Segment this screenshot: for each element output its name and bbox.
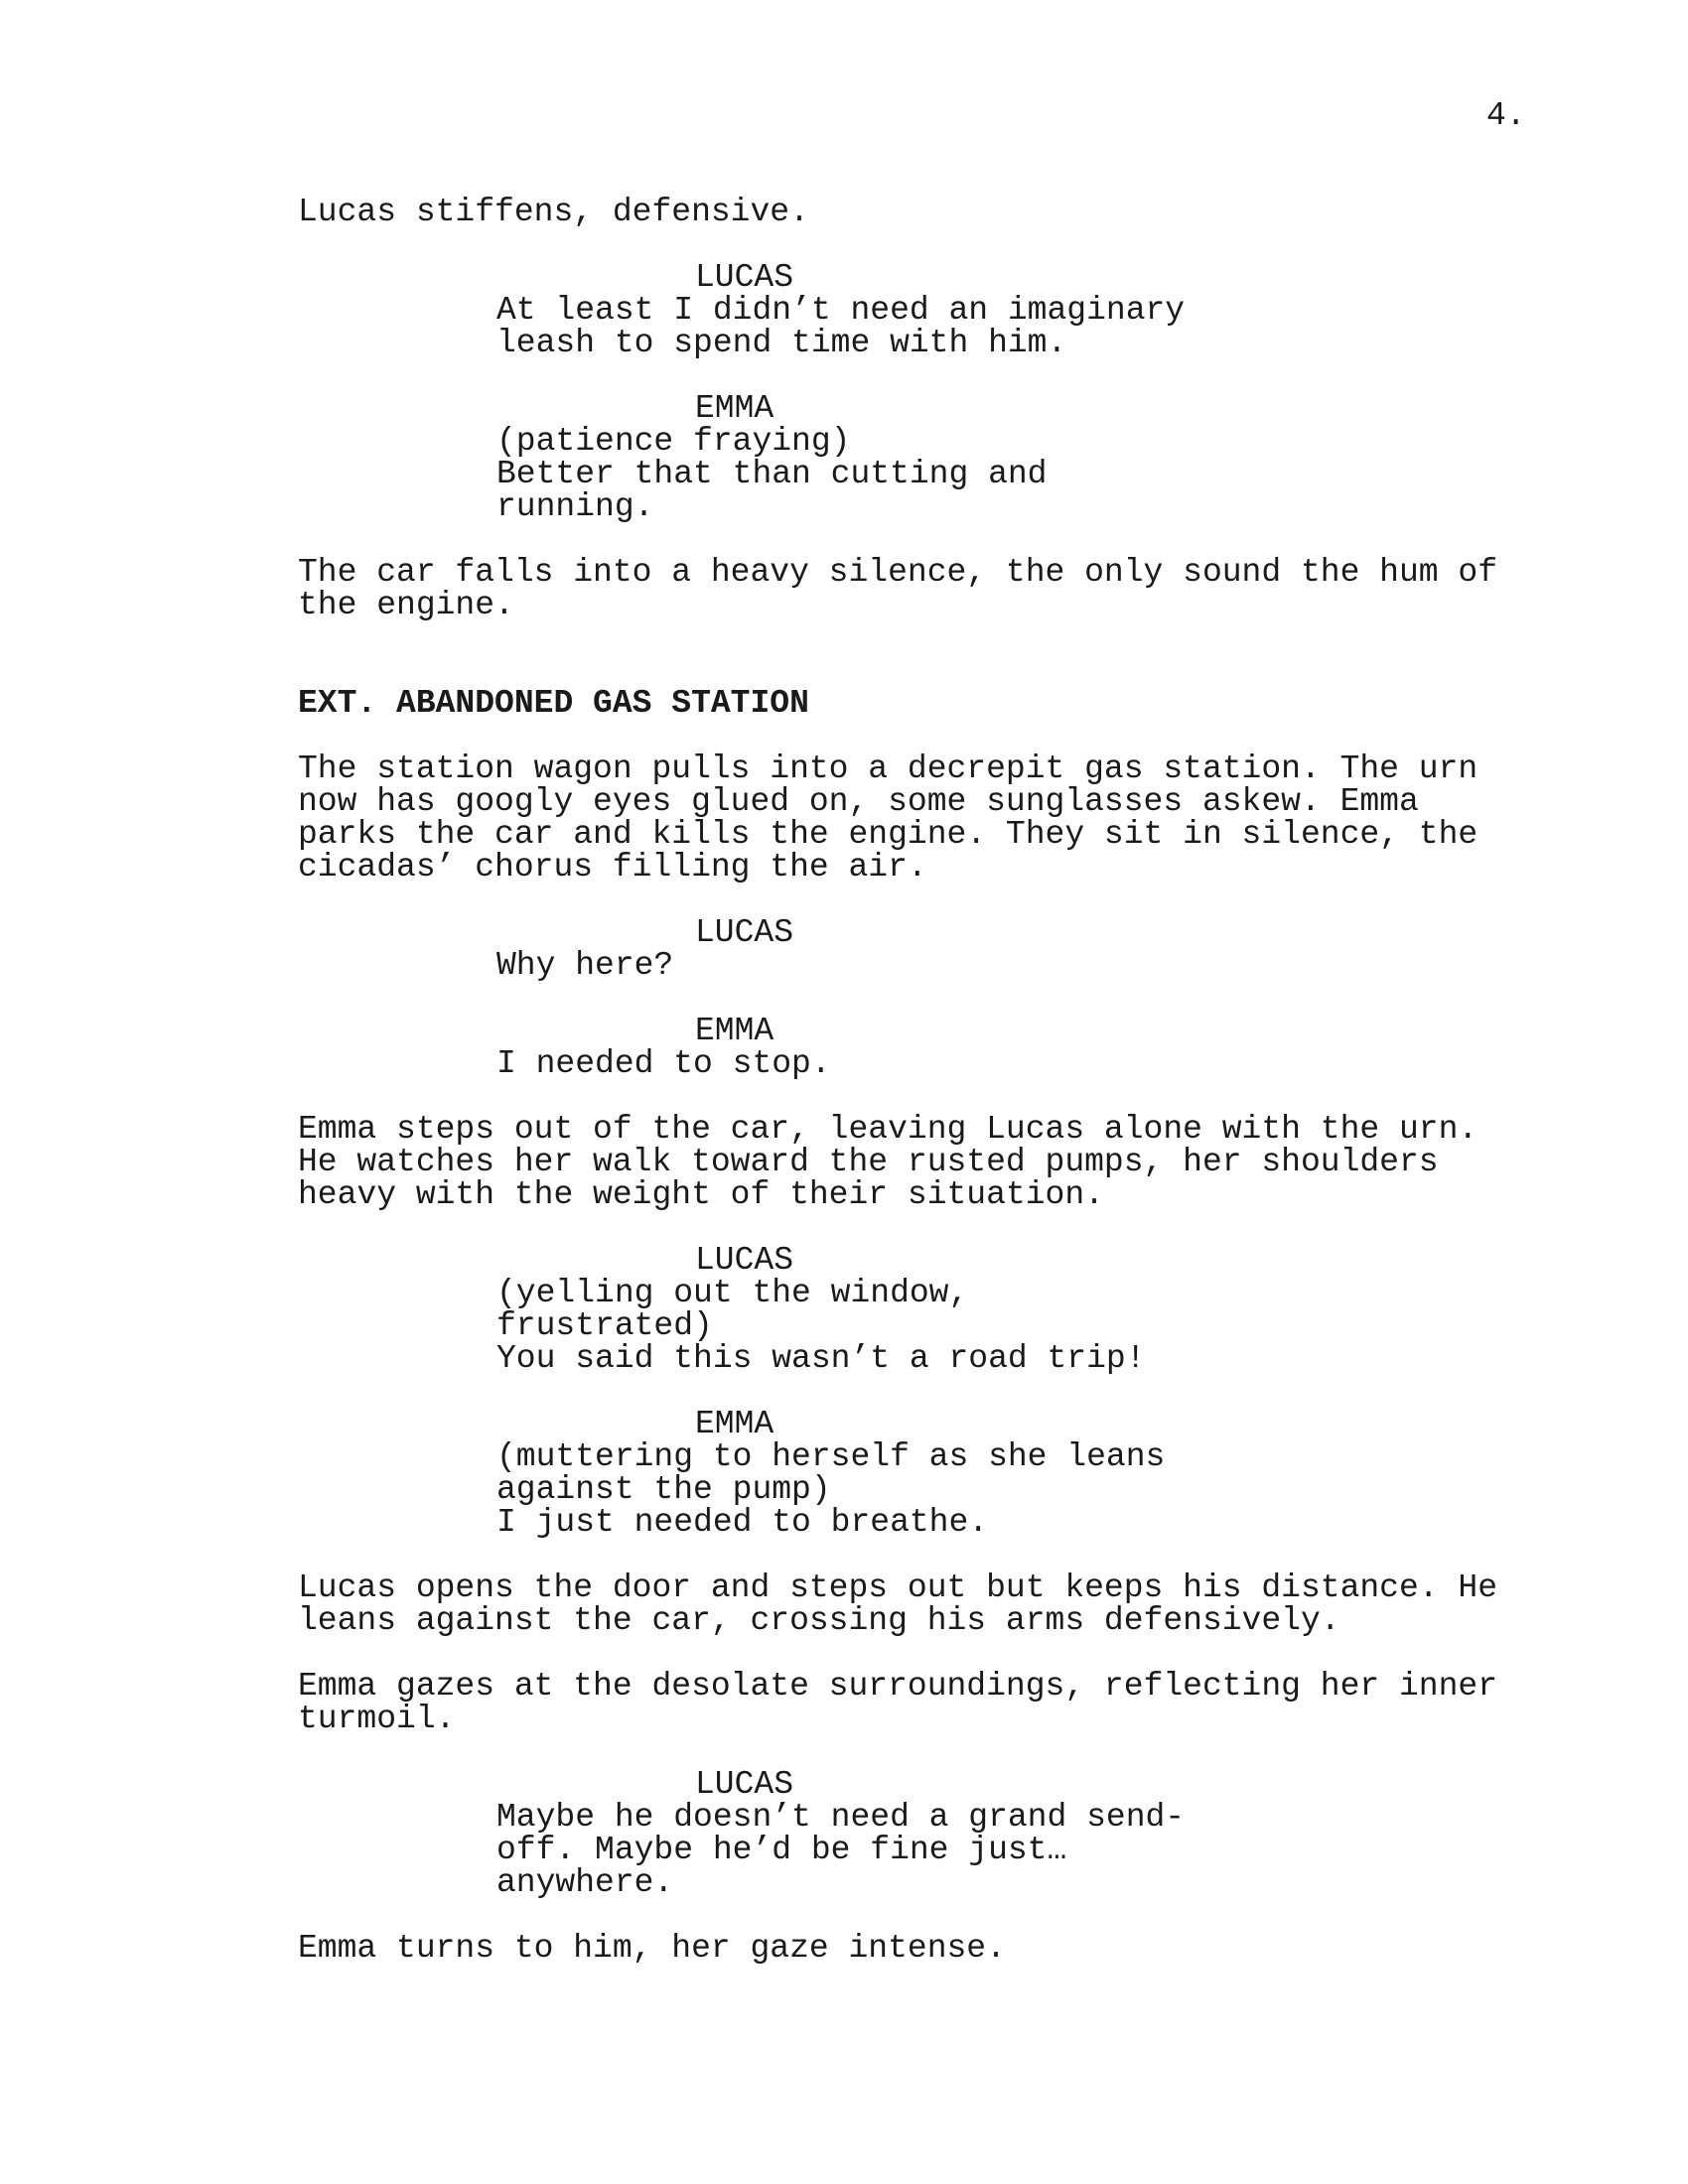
dialogue-block	[298, 1408, 1489, 1539]
character-name: LUCAS	[695, 1766, 794, 1803]
scene-heading: EXT. ABANDONED GAS STATION	[298, 685, 809, 722]
action-line: Lucas opens the door and steps out but keeps his distance. He	[298, 1570, 1497, 1606]
dialogue-block	[298, 916, 1489, 982]
dialogue-line: You said this wasn’t a road trip!	[496, 1340, 1146, 1377]
action-line: turmoil.	[298, 1701, 456, 1737]
character-name: EMMA	[695, 390, 774, 427]
action-line: He watches her walk toward the rusted pumps, her shoulders	[298, 1144, 1439, 1180]
action-line: Emma steps out of the car, leaving Lucas alone with the urn.	[298, 1111, 1478, 1148]
action-line: now has googly eyes glued on, some sunglasses askew. Emma	[298, 783, 1419, 820]
action-line: The car falls into a heavy silence, the only sound the hum of	[298, 554, 1497, 591]
dialogue-block	[298, 392, 1489, 523]
character-name: LUCAS	[695, 259, 794, 296]
action-line: cicadas’ chorus filling the air.	[298, 849, 927, 886]
dialogue-line: leash to spend time with him.	[496, 325, 1067, 361]
character-name: EMMA	[695, 1406, 774, 1442]
dialogue-block	[298, 1015, 1489, 1080]
parenthetical: (patience fraying)	[496, 423, 851, 460]
action-line: leans against the car, crossing his arms defensively.	[298, 1602, 1340, 1639]
parenthetical: frustrated)	[496, 1307, 713, 1344]
dialogue-line: running.	[496, 488, 654, 525]
dialogue-line: Better that than cutting and	[496, 456, 1048, 492]
dialogue-line: off. Maybe he’d be fine just…	[496, 1832, 1067, 1868]
parenthetical: against the pump)	[496, 1471, 831, 1508]
character-name: LUCAS	[695, 914, 794, 951]
dialogue-line: At least I didn’t need an imaginary	[496, 292, 1186, 329]
action-line: The station wagon pulls into a decrepit gas station. The urn	[298, 751, 1478, 787]
action-line: heavy with the weight of their situation.	[298, 1176, 1104, 1213]
action-line: Lucas stiffens, defensive.	[298, 194, 809, 230]
dialogue-line: I needed to stop.	[496, 1045, 831, 1082]
dialogue-block	[298, 1244, 1489, 1375]
dialogue-block	[298, 1768, 1489, 1899]
script-body	[298, 194, 1497, 1967]
action-line: parks the car and kills the engine. They sit in silence, the	[298, 816, 1478, 853]
parenthetical: (muttering to herself as she leans	[496, 1438, 1166, 1475]
character-name: LUCAS	[695, 1242, 794, 1279]
dialogue-line: I just needed to breathe.	[496, 1504, 989, 1541]
page-number: 4.	[1486, 97, 1526, 134]
dialogue-line: Maybe he doesn’t need a grand send-	[496, 1799, 1186, 1836]
dialogue-line: Why here?	[496, 947, 674, 984]
dialogue-line: anywhere.	[496, 1864, 674, 1901]
character-name: EMMA	[695, 1013, 774, 1049]
dialogue-block	[298, 261, 1489, 359]
action-line: Emma gazes at the desolate surroundings, reflecting her inner	[298, 1668, 1497, 1705]
action-line: Emma turns to him, her gaze intense.	[298, 1930, 1006, 1967]
action-line: the engine.	[298, 587, 514, 623]
parenthetical: (yelling out the window,	[496, 1275, 969, 1311]
